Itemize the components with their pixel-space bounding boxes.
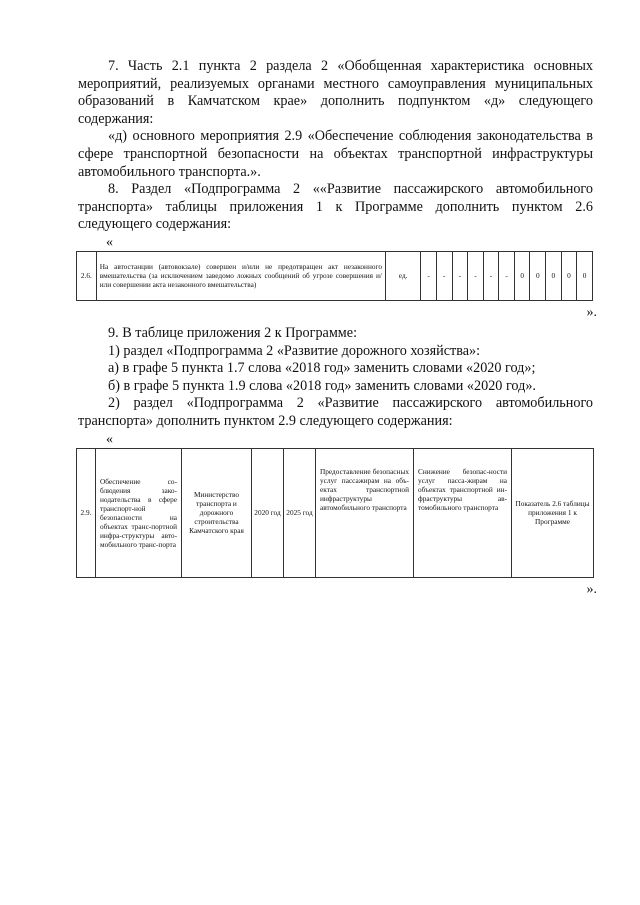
value-cell: 0 (514, 251, 530, 300)
row-number: 2.9. (77, 448, 96, 577)
value-cell: - (483, 251, 499, 300)
value-cell: 0 (577, 251, 593, 300)
document-body (78, 58, 597, 598)
measure-cell: Обеспечение со-блюдения зако-нодательства в сфере транспорт-ной безопасности на объектах транс-портной инфра-структуры авто-мобильного транс-порта (96, 448, 182, 577)
value-cell: - (499, 251, 515, 300)
opening-quote: « (106, 234, 113, 250)
indicator-cell: Показатель 2.6 таблицы приложения 1 к Программе (512, 448, 594, 577)
paragraph-9-item-b: б) в графе 5 пункта 1.9 слова «2018 год» заменить словами «2020 год». (108, 377, 536, 394)
executor-cell: Министерство транспорта и дорожного строительства Камчатского края (182, 448, 252, 577)
value-cell: - (436, 251, 452, 300)
paragraph-9: 9. В таблице приложения 2 к Программе: (108, 324, 358, 341)
paragraph-7-subpoint-d: «д) основного мероприятия 2.9 «Обеспечение соблюдения законодательства в сфере транспортной безопасности на объектах транспортной инфраструктуры автомобильного транспорта.». (78, 128, 593, 180)
value-cell: 0 (561, 251, 577, 300)
paragraph-8: 8. Раздел «Подпрограмма 2 ««Развитие пассажирского автомобильного транспорта» таблицы приложения 1 к Программе дополнить пунктом 2.6 следующего содержания: (78, 181, 593, 233)
result-cell: Предоставление безопасных услуг пассажирам на объ-ектах транспортной инфраструктуры автомобильного транспорта (316, 448, 414, 577)
row-number: 2.6. (77, 251, 97, 300)
value-cell: - (452, 251, 468, 300)
closing-quote: ». (586, 581, 597, 597)
consequence-cell: Снижение безопас-ности услуг пасса-жирам на объектах транспортной ин-фраструктуры ав-томобильного транспорта (414, 448, 512, 577)
paragraph-9-item-1: 1) раздел «Подпрограмма 2 «Развитие дорожного хозяйства»: (108, 342, 481, 359)
table-program-2-row-2-9 (76, 448, 594, 578)
closing-quote: ». (586, 304, 597, 320)
value-cell: 0 (530, 251, 546, 300)
value-cell: - (468, 251, 484, 300)
start-year-cell: 2020 год (252, 448, 284, 577)
indicator-text: На автостанции (автовокзале) совершен и/или не предотвращен акт незаконного вмешательства (за исключением заведомо ложных сообщений об угрозе совершения и/или совершении акта незаконного вмешательства) (96, 251, 385, 300)
table-row (77, 251, 593, 300)
end-year-cell: 2025 год (284, 448, 316, 577)
unit-cell: ед. (385, 251, 420, 300)
value-cell: - (421, 251, 437, 300)
value-cell: 0 (546, 251, 562, 300)
paragraph-9-item-a: а) в графе 5 пункта 1.7 слова «2018 год» заменить словами «2020 год»; (108, 360, 536, 377)
table-program-1-row-2-6 (76, 251, 593, 301)
paragraph-7: 7. Часть 2.1 пункта 2 раздела 2 «Обобщенная характеристика основных мероприятий, реализуемых органами местного самоуправления муниципальных образований в Камчатском крае» дополнить подпунктом «д» следующего содержания: (78, 58, 593, 127)
table-row (77, 448, 594, 577)
opening-quote: « (106, 431, 113, 447)
paragraph-9-item-2: 2) раздел «Подпрограмма 2 «Развитие пассажирского автомобильного транспорта» дополнить пунктом 2.9 следующего содержания: (78, 395, 593, 429)
